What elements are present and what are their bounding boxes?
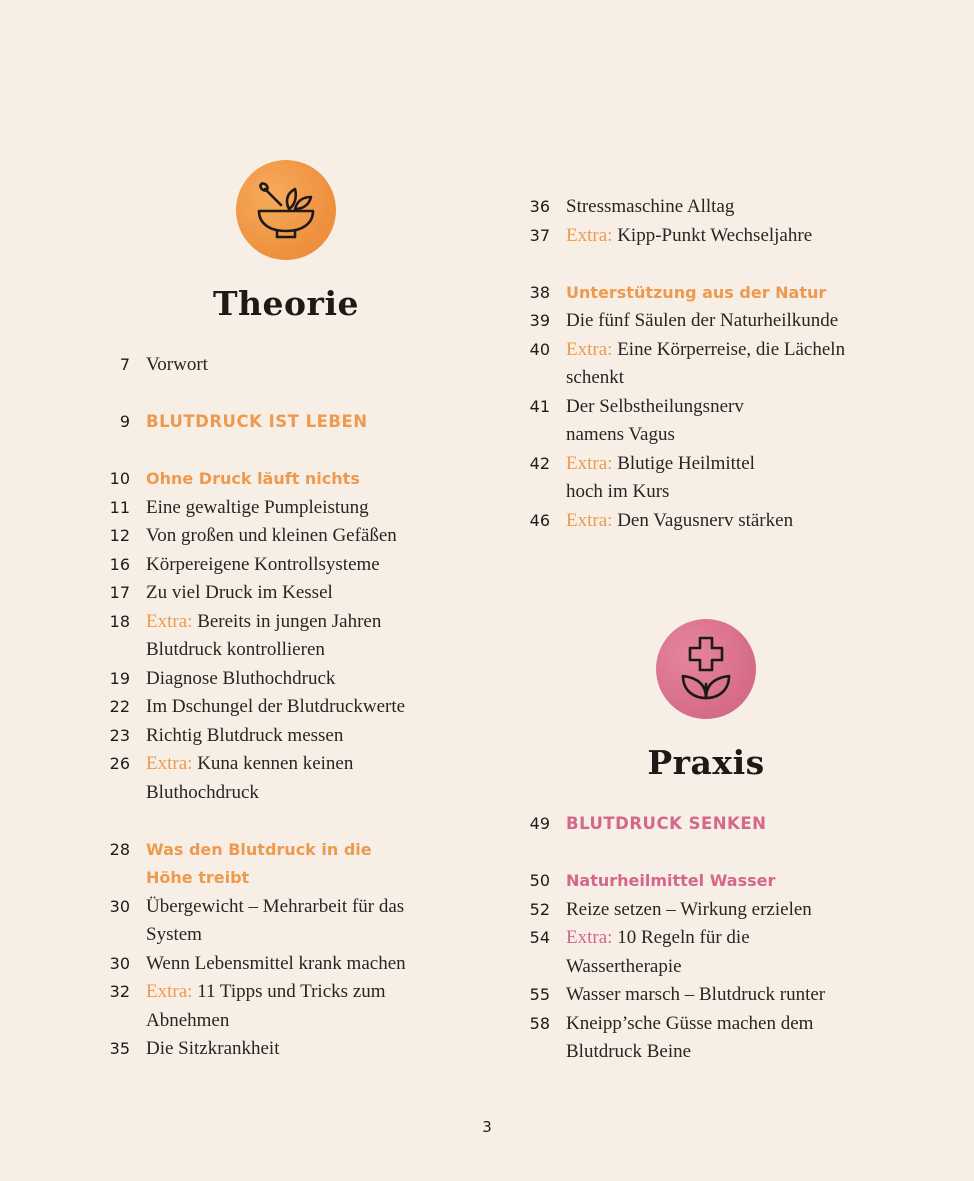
extra-label: Extra: — [566, 452, 613, 474]
toc-entry[interactable] — [515, 450, 915, 507]
entry-title: Diagnose Bluthochdruck — [146, 667, 336, 689]
subchapter-title: Naturheilmittel Wasser — [566, 871, 776, 890]
toc-entry[interactable] — [515, 924, 915, 981]
cross-leaf-icon — [656, 619, 756, 719]
entry-title: Extra: 11 Tipps und Tricks zum Abnehmen — [146, 981, 386, 1031]
page-ref: 52 — [529, 899, 550, 919]
toc-chapter[interactable] — [95, 408, 485, 437]
toc-entry[interactable] — [515, 507, 915, 536]
extra-label: Extra: — [146, 610, 193, 632]
toc-entry[interactable] — [95, 522, 485, 551]
toc-entry[interactable] — [95, 950, 485, 979]
toc-subchapter[interactable] — [515, 279, 915, 308]
entry-title: Eine gewaltige Pumpleistung — [146, 496, 369, 518]
page-ref: 42 — [529, 453, 550, 473]
page-ref: 16 — [109, 554, 130, 574]
page-ref: 55 — [529, 985, 550, 1004]
page-ref: 35 — [109, 1039, 130, 1058]
toc-entry[interactable] — [95, 608, 485, 665]
entry-title: Reize setzen – Wirkung erzielen — [566, 898, 812, 920]
toc-entry[interactable] — [515, 896, 915, 925]
entry-title: Von großen und kleinen Gefäßen — [146, 525, 397, 546]
entry-title: Stressmaschine Alltag — [566, 196, 735, 217]
page-ref: 40 — [529, 339, 550, 359]
toc-entry[interactable] — [515, 193, 915, 222]
subchapter-title: Ohne Druck läuft nichts — [146, 469, 360, 488]
entry-title: Der Selbstheilungsnerv namens Vagus — [566, 395, 744, 445]
toc-entry[interactable] — [95, 693, 485, 722]
entry-title: Im Dschungel der Blutdruckwerte — [146, 696, 406, 717]
entry-title: Wasser marsch – Blutdruck runter — [566, 984, 826, 1005]
entry-title: Kneipp’sche Güsse machen dem Blutdruck Beine — [566, 1012, 814, 1062]
toc-entry[interactable] — [95, 978, 485, 1035]
toc-entry[interactable] — [95, 722, 485, 751]
toc-entry[interactable] — [95, 893, 485, 950]
page-ref: 41 — [529, 396, 550, 416]
page-ref: 32 — [109, 982, 130, 1001]
toc-subchapter[interactable] — [95, 465, 485, 494]
toc-entry[interactable] — [95, 579, 485, 608]
page-ref: 19 — [109, 668, 130, 688]
page-number: 3 — [482, 1118, 492, 1136]
page-ref: 26 — [109, 754, 130, 773]
page-ref: 10 — [109, 469, 130, 488]
entry-title: Die fünf Säulen der Naturheilkunde — [566, 310, 839, 331]
toc-entry[interactable] — [95, 551, 485, 580]
entry-title: Extra: Blutige Heilmittel hoch im Kurs — [566, 452, 755, 502]
toc-entry[interactable] — [95, 750, 485, 807]
section-heading-praxis: Praxis — [647, 743, 765, 782]
page-ref: 18 — [109, 611, 130, 631]
page-ref: 37 — [529, 225, 550, 245]
page-ref: 30 — [109, 896, 130, 916]
page-ref: 39 — [529, 311, 550, 330]
page-ref: 9 — [119, 412, 130, 431]
toc-entry[interactable] — [95, 665, 485, 694]
page-ref: 11 — [109, 497, 130, 517]
page-ref: 28 — [109, 839, 130, 859]
page-ref: 49 — [529, 814, 550, 833]
extra-label: Extra: — [566, 224, 613, 246]
entry-title: Extra: Kuna kennen keinen Bluthochdruck — [146, 753, 354, 803]
toc-subchapter[interactable] — [515, 867, 915, 896]
toc-subchapter[interactable] — [95, 836, 485, 893]
page-ref: 36 — [529, 197, 550, 216]
entry-title: Richtig Blutdruck messen — [146, 724, 344, 746]
extra-label: Extra: — [566, 927, 613, 948]
extra-label: Extra: — [146, 753, 193, 774]
page-ref: 46 — [529, 510, 550, 530]
extra-label: Extra: — [566, 509, 613, 531]
page-ref: 38 — [529, 282, 550, 302]
extra-label: Extra: — [146, 981, 193, 1002]
toc-entry[interactable] — [95, 351, 485, 380]
toc-entry[interactable] — [515, 222, 915, 251]
entry-title: Zu viel Druck im Kessel — [146, 582, 333, 603]
toc-entry[interactable] — [515, 307, 915, 336]
entry-title: Übergewicht – Mehrarbeit für das System — [146, 895, 405, 945]
theorie-column — [95, 160, 485, 1064]
page-ref: 17 — [109, 583, 130, 602]
toc-entry[interactable] — [515, 981, 915, 1010]
entry-title: Vorwort — [146, 354, 208, 375]
entry-title: Extra: Kipp-Punkt Wechseljahre — [566, 224, 813, 246]
toc-entry[interactable] — [95, 1035, 485, 1064]
entry-title: Körpereigene Kontrollsysteme — [146, 553, 380, 575]
entry-title: Extra: Den Vagusnerv stärken — [566, 509, 794, 531]
mortar-leaf-icon — [236, 160, 336, 260]
page-ref: 22 — [109, 697, 130, 716]
toc-entry[interactable] — [95, 494, 485, 523]
extra-label: Extra: — [566, 338, 613, 360]
entry-title: Die Sitzkrankheit — [146, 1038, 280, 1059]
page-ref: 30 — [109, 953, 130, 973]
chapter-title: BLUTDRUCK SENKEN — [566, 814, 767, 833]
page-ref: 12 — [109, 526, 130, 545]
right-column — [515, 193, 915, 1067]
chapter-title: BLUTDRUCK IST LEBEN — [146, 412, 368, 431]
entry-title: Extra: Eine Körperreise, die Lächeln schenkt — [566, 338, 846, 388]
entry-title: Extra: Bereits in jungen Jahren Blutdruck kontrollieren — [146, 610, 382, 660]
subchapter-title: Unterstützung aus der Natur — [566, 282, 827, 302]
entry-title: Extra: 10 Regeln für die Wassertherapie — [566, 927, 750, 977]
toc-entry[interactable] — [515, 1010, 915, 1067]
entry-title: Wenn Lebensmittel krank machen — [146, 952, 406, 974]
toc-entry[interactable] — [515, 393, 915, 450]
page-ref: 58 — [529, 1013, 550, 1033]
page-ref: 54 — [529, 928, 550, 947]
page-ref: 7 — [119, 355, 130, 374]
toc-entry[interactable] — [515, 336, 915, 393]
section-heading-theorie: Theorie — [213, 284, 359, 323]
subchapter-title: Was den Blutdruck in die Höhe treibt — [146, 839, 372, 887]
toc-chapter[interactable] — [515, 810, 915, 839]
page-ref: 50 — [529, 871, 550, 890]
page-ref: 23 — [109, 725, 130, 745]
